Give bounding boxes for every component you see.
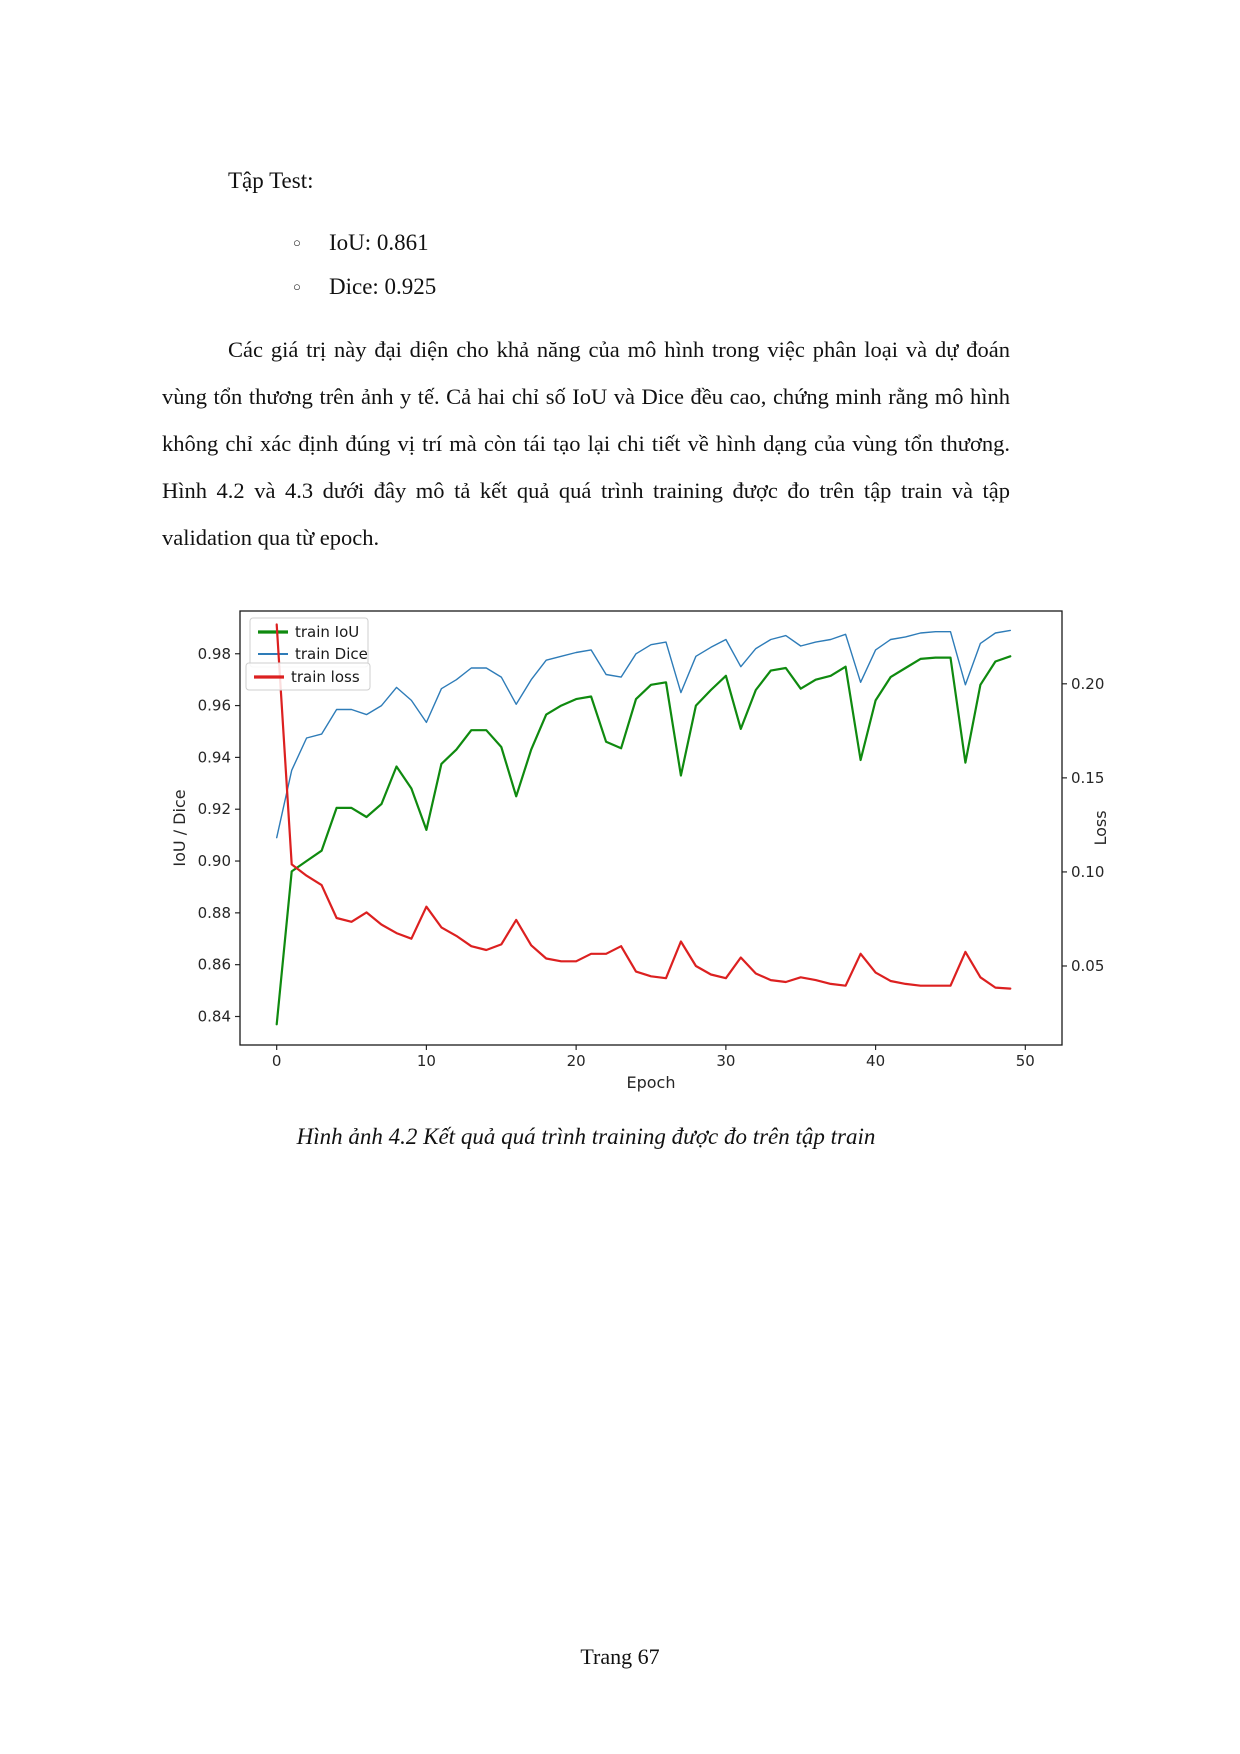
left-y-tick-label: 0.90	[197, 852, 231, 871]
legend	[250, 618, 368, 667]
series-line-train-iou	[277, 656, 1011, 1024]
legend-label-train-iou: train IoU	[295, 623, 360, 641]
dice-value-text: Dice: 0.925	[329, 274, 437, 299]
left-y-tick-label: 0.94	[197, 748, 231, 767]
figure-caption: Hình ảnh 4.2 Kết quả quá trình training được đo trên tập train	[296, 1124, 876, 1149]
left-y-tick-label: 0.96	[197, 696, 231, 715]
x-axis-title: Epoch	[626, 1073, 676, 1092]
left-y-tick-label: 0.98	[197, 644, 231, 663]
left-y-tick-label: 0.92	[197, 800, 231, 819]
x-tick-label: 30	[716, 1052, 736, 1070]
figure-4-2	[158, 598, 1148, 1098]
page-number: Trang 67	[580, 1644, 660, 1669]
series-line-train-loss	[277, 625, 1011, 989]
right-y-tick-label: 0.05	[1071, 956, 1105, 975]
bullet-list	[293, 221, 436, 309]
left-y-axis-title: IoU / Dice	[170, 789, 189, 867]
series-line-train-dice	[277, 630, 1011, 837]
left-y-tick-label: 0.84	[197, 1007, 231, 1026]
left-y-tick-label: 0.86	[197, 955, 231, 974]
section-heading: Tập Test:	[228, 168, 314, 193]
right-y-tick-label: 0.20	[1071, 674, 1105, 693]
training-chart	[158, 598, 1148, 1098]
x-tick-label: 20	[566, 1052, 586, 1070]
legend-label-train-loss: train loss	[291, 668, 360, 686]
legend-label-train-dice: train Dice	[295, 645, 368, 663]
legend	[246, 663, 370, 690]
x-tick-label: 0	[271, 1052, 282, 1070]
body-paragraph: Các giá trị này đại diện cho khả năng của mô hình trong việc phân loại và dự đoán vùng tổn thương trên ảnh y tế. Cả hai chỉ số IoU và Dice đều cao, chứng minh rằng mô hình không chỉ xác định đúng vị trí mà còn tái tạo lại chi tiết về hình dạng của vùng tổn thương. Hình 4.2 và 4.3 dưới đây mô tả kết quả quá trình training được đo trên tập train và tập validation qua từ epoch.	[162, 337, 1010, 550]
circle-bullet-icon: ○	[293, 235, 301, 250]
x-tick-label: 40	[866, 1052, 886, 1070]
circle-bullet-icon: ○	[293, 279, 301, 294]
right-y-tick-label: 0.10	[1071, 862, 1105, 881]
left-y-tick-label: 0.88	[197, 903, 231, 922]
list-item	[293, 221, 436, 265]
x-tick-label: 50	[1015, 1052, 1035, 1070]
right-y-axis-title: Loss	[1091, 810, 1110, 846]
iou-value-text: IoU: 0.861	[329, 230, 429, 255]
list-item	[293, 265, 436, 309]
right-y-tick-label: 0.15	[1071, 768, 1105, 787]
x-tick-label: 10	[416, 1052, 436, 1070]
